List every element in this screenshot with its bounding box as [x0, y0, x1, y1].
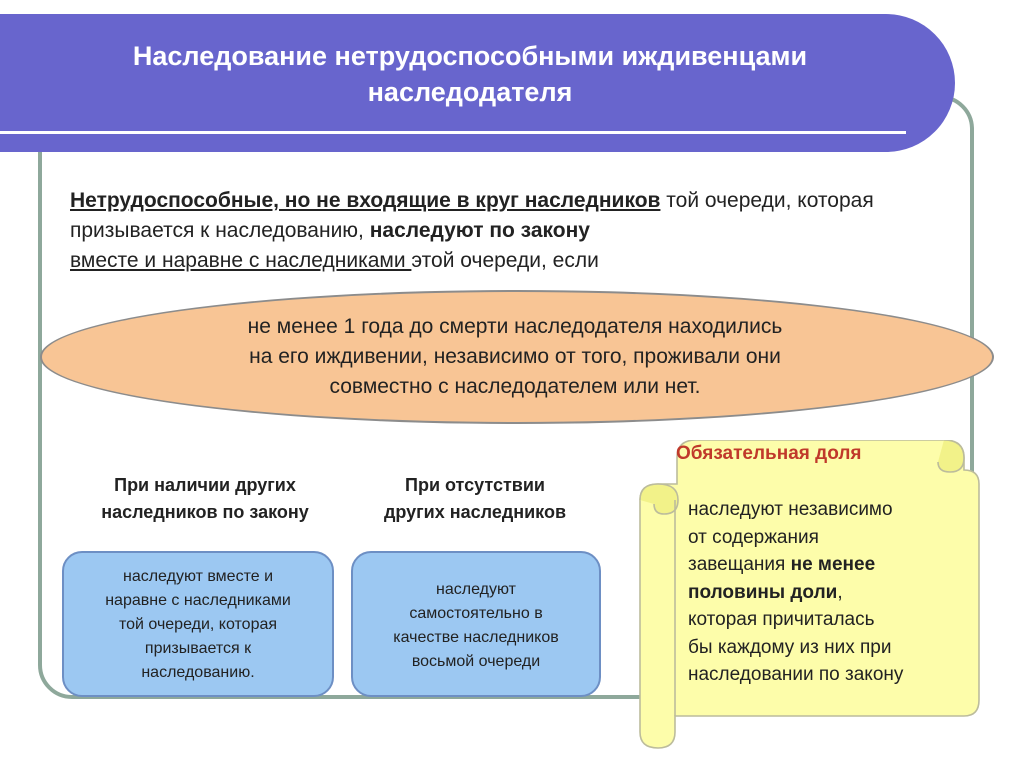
mandatory-text	[688, 496, 958, 689]
mandatory-line-2: от содержания	[688, 526, 819, 548]
middle-box-line: восьмой очереди	[411, 653, 541, 670]
page-title	[30, 38, 910, 110]
middle-box-text	[351, 578, 601, 674]
mandatory-line-4a: ,	[837, 581, 843, 603]
left-box-line: призывается к	[144, 640, 252, 657]
mandatory-line-3a: завещания	[688, 554, 791, 575]
middle-heading-line-2: других наследников	[383, 502, 567, 522]
mandatory-line-6: бы каждому из них при	[688, 636, 892, 658]
mandatory-line-3b: не менее	[790, 554, 876, 575]
left-box-line: наравне с наследниками	[105, 592, 291, 609]
left-box-line: наследованию.	[141, 664, 255, 681]
left-heading-line-2: наследников по закону	[101, 502, 309, 522]
title-line-1: Наследование нетрудоспособными иждивенцами	[132, 41, 808, 71]
intro-heading: Нетрудоспособные, но не входящие в круг наследников	[70, 189, 661, 212]
mandatory-line-4	[688, 579, 958, 607]
left-box-line: той очереди, которая	[118, 616, 278, 633]
mandatory-line-3	[688, 551, 958, 579]
left-box-text	[62, 565, 334, 685]
mandatory-title: Обязательная доля	[676, 443, 862, 464]
condition-line-1: не менее 1 года до смерти наследодателя находились	[247, 315, 783, 338]
condition-line-3: совместно с наследодателем или нет.	[329, 375, 701, 398]
mandatory-line-1: наследуют независимо	[688, 499, 893, 520]
intro-text-1: той очереди, которая призывается к наследованию,	[70, 189, 874, 242]
intro-paragraph	[70, 186, 950, 276]
left-heading	[60, 472, 350, 526]
middle-box-line: самостоятельно в	[409, 605, 543, 622]
banner-underline	[0, 131, 906, 134]
middle-box-line: качестве наследников	[393, 629, 559, 646]
condition-text	[140, 312, 890, 402]
mandatory-line-4b: половины доли	[688, 581, 838, 603]
mandatory-line-7: наследовании по закону	[688, 664, 904, 685]
intro-underlined: вместе и наравне с наследниками	[70, 249, 412, 272]
left-heading-line-1: При наличии других	[114, 475, 296, 495]
left-box-line: наследуют вместе и	[122, 568, 274, 585]
mandatory-line-5: которая причиталась	[688, 609, 875, 630]
intro-text-2: этой очереди, если	[411, 249, 599, 272]
middle-heading-line-1: При отсутствии	[405, 475, 545, 495]
intro-emphasis: наследуют по закону	[369, 219, 590, 242]
middle-box-line: наследуют	[436, 581, 516, 598]
condition-line-2: на его иждивении, независимо от того, проживали они	[249, 345, 781, 368]
title-line-2: наследодателя	[367, 77, 573, 107]
middle-heading	[345, 472, 605, 526]
